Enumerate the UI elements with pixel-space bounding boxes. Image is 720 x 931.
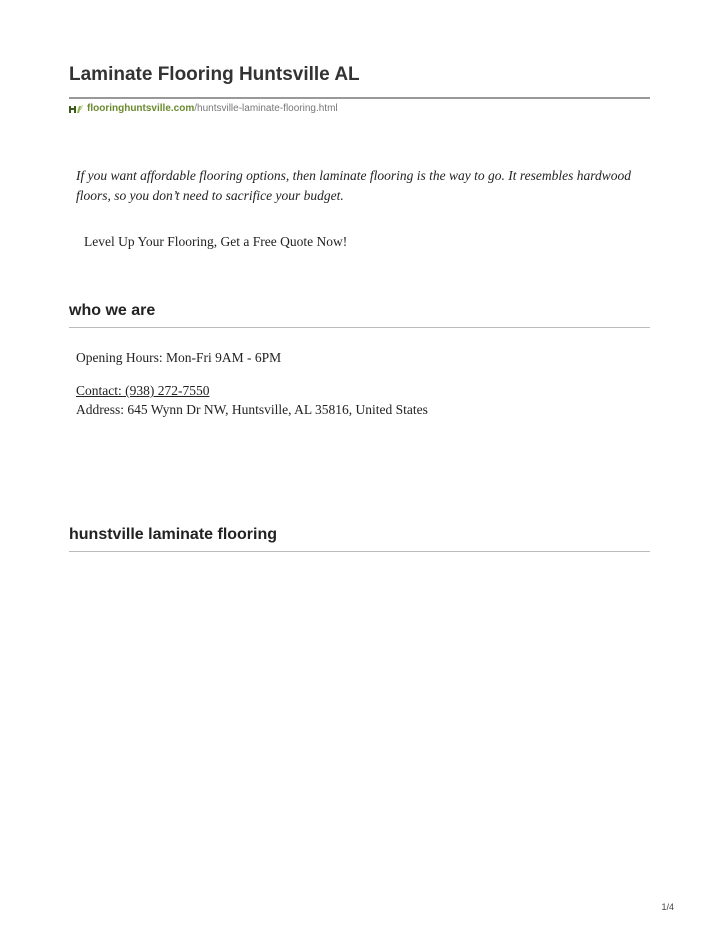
site-favicon-icon — [69, 104, 83, 114]
opening-hours: Opening Hours: Mon-Fri 9AM - 6PM — [76, 350, 282, 365]
contact-link-wrapper — [76, 383, 209, 399]
who-we-are-divider — [69, 327, 650, 328]
laminate-flooring-heading: hunstville laminate flooring — [69, 526, 278, 543]
source-path[interactable]: /huntsville-laminate-flooring.html — [194, 103, 338, 114]
contact-phone-link[interactable]: Contact: (938) 272-7550 — [76, 383, 210, 398]
source-domain[interactable]: flooringhuntsville.com — [87, 103, 195, 114]
source-url[interactable] — [69, 103, 338, 114]
intro-paragraph: If you want affordable flooring options, then laminate flooring is the way to go. It resembles hardwood floors, so you don’t need to sacrifice your budget. — [76, 168, 631, 203]
quote-cta: Level Up Your Flooring, Get a Free Quote Now! — [84, 234, 348, 249]
page-title: Laminate Flooring Huntsville AL — [69, 64, 360, 85]
address: Address: 645 Wynn Dr NW, Huntsville, AL 35816, United States — [76, 402, 428, 417]
page-number: 1/4 — [661, 902, 674, 912]
title-divider — [69, 97, 650, 99]
who-we-are-heading: who we are — [69, 302, 156, 319]
laminate-divider — [69, 551, 650, 552]
